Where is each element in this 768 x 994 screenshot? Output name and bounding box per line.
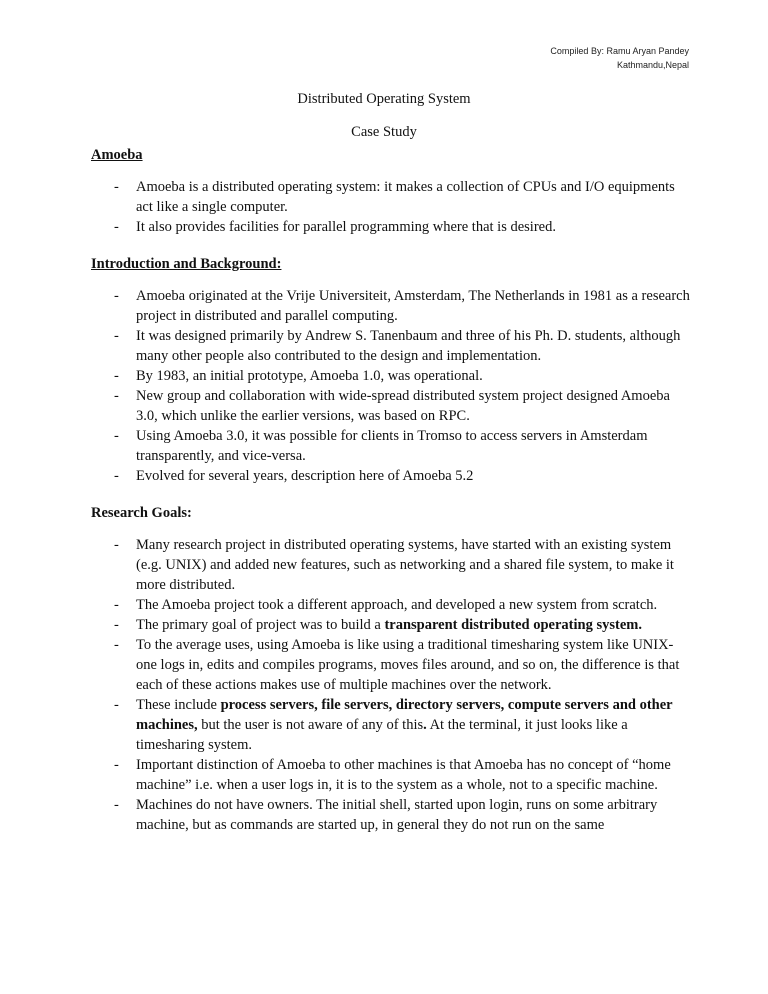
list-item: - The primary goal of project was to build a transparent distributed operating system. [114,617,642,633]
bullet-list-introduction [91,286,691,486]
bullet-list-research-goals [91,535,691,835]
list-item: - Amoeba originated at the Vrije Universiteit, Amsterdam, The Netherlands in 1981 as a research project in distributed and parallel computing. [114,288,690,324]
list-item: - Machines do not have owners. The initial shell, started upon login, runs on some arbitrary machine, but as commands are started up, in general they do not run on the same [114,797,658,833]
bullet-list-amoeba [91,177,691,237]
list-item: - It was designed primarily by Andrew S. Tanenbaum and three of his Ph. D. students, although many other people also contributed to the design and implementation. [114,328,681,364]
list-item: - New group and collaboration with wide-spread distributed system project designed Amoeba 3.0, which unlike the earlier versions, was based on RPC. [114,388,670,424]
section-heading-research-goals: Research Goals: [91,505,192,521]
list-item: - Amoeba is a distributed operating system: it makes a collection of CPUs and I/O equipments act like a single computer. [114,179,675,215]
list-item: - Evolved for several years, description here of Amoeba 5.2 [114,468,474,484]
list-item: - To the average uses, using Amoeba is like using a traditional timesharing system like UNIX- one logs in, edits and compiles programs, moves files around, and so on, the difference is that each of these actions makes use of multiple machines over the network. [114,637,680,693]
page-header [550,44,689,72]
section-heading-amoeba: Amoeba [91,147,143,163]
list-item: - Many research project in distributed operating systems, have started with an existing system (e.g. UNIX) and added new features, such as networking and a shared file system, to make it more distributed. [114,537,674,593]
document-body [91,145,691,835]
list-item: - Using Amoeba 3.0, it was possible for clients in Tromso to access servers in Amsterdam transparently, and vice-versa. [114,428,648,464]
compiled-by-line: Compiled By: Ramu Aryan Pandey [550,46,689,56]
list-item: - The Amoeba project took a different approach, and developed a new system from scratch. [114,597,658,613]
location-line: Kathmandu,Nepal [616,60,689,70]
document-subtitle: Case Study [351,124,417,140]
list-item: - It also provides facilities for parallel programming where that is desired. [114,219,556,235]
list-item: - By 1983, an initial prototype, Amoeba 1.0, was operational. [114,368,483,384]
list-item: - These include process servers, file servers, directory servers, compute servers and other machines, but the user is not aware of any of this. At the terminal, it just looks like a timesharing system. [114,697,673,753]
section-heading-introduction: Introduction and Background: [91,256,282,272]
document-title: Distributed Operating System [297,91,471,107]
list-item: - Important distinction of Amoeba to other machines is that Amoeba has no concept of “home machine” i.e. when a user logs in, it is to the system as a whole, not to a specific machine. [114,757,671,793]
